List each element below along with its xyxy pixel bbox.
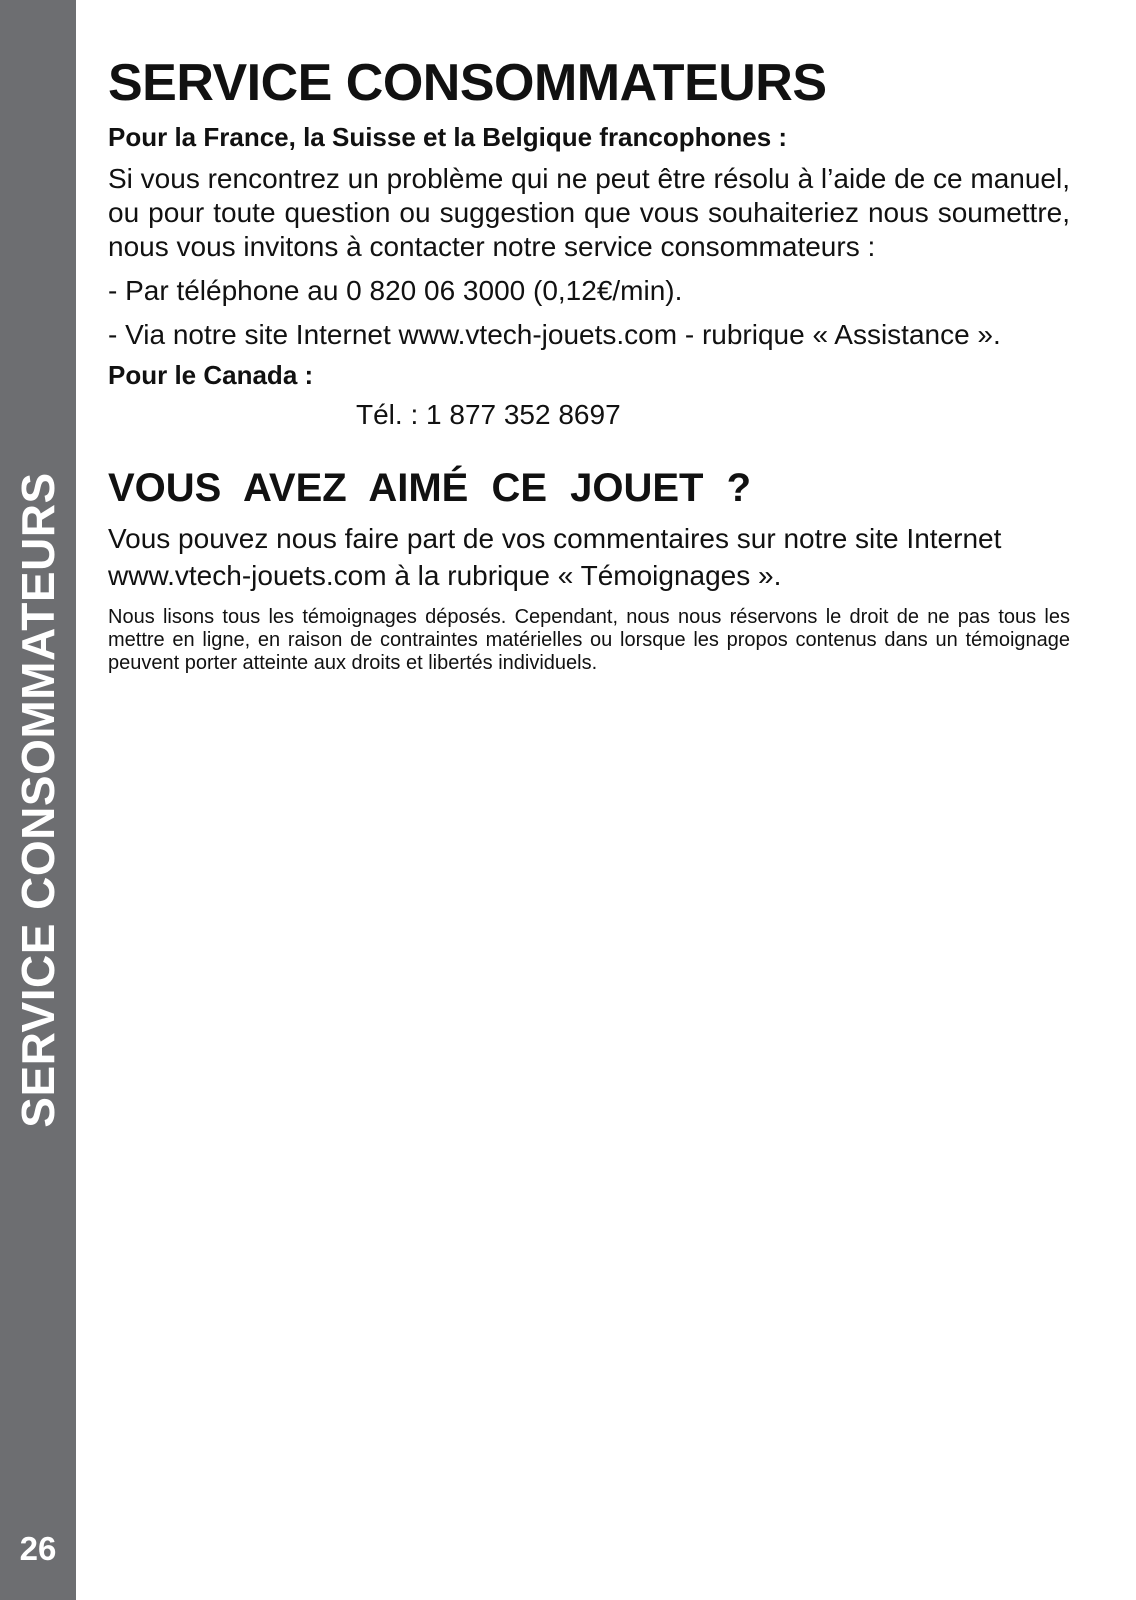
feedback-title: VOUS AVEZ AIMÉ CE JOUET ? [108, 466, 752, 510]
feedback-paragraph: Vous pouvez nous faire part de vos commentaires sur notre site Internet www.vtech-jouets.com à la rubrique « Témoignages ». [108, 523, 1002, 591]
page-content [108, 52, 1070, 675]
canada-heading: Pour le Canada : [108, 360, 314, 390]
page-number: 26 [19, 1530, 57, 1567]
side-tab [0, 0, 76, 1600]
intro-paragraph: Si vous rencontrez un problème qui ne peut être résolu à l’aide de ce manuel, ou pour toute question ou suggestion que vous souhaiteriez nous soumettre, nous vous invitons à contacter notre service consommateurs : [108, 163, 1070, 262]
web-contact: - Via notre site Internet www.vtech-jouets.com - rubrique « Assistance ». [108, 319, 1001, 350]
disclaimer-paragraph: Nous lisons tous les témoignages déposés. Cependant, nous nous réservons le droit de ne pas tous les mettre en ligne, en raison de contraintes matérielles ou lorsque les propos contenus dans un témoignage peuvent porter atteinte aux droits et libertés individuels. [108, 606, 1070, 674]
side-tab-title: SERVICE CONSOMMATEURS [12, 472, 64, 1128]
page-title: SERVICE CONSOMMATEURS [108, 54, 827, 112]
canada-phone: Tél. : 1 877 352 8697 [356, 399, 621, 430]
phone-contact: - Par téléphone au 0 820 06 3000 (0,12€/min). [108, 275, 683, 306]
france-heading: Pour la France, la Suisse et la Belgique francophones : [108, 122, 788, 152]
